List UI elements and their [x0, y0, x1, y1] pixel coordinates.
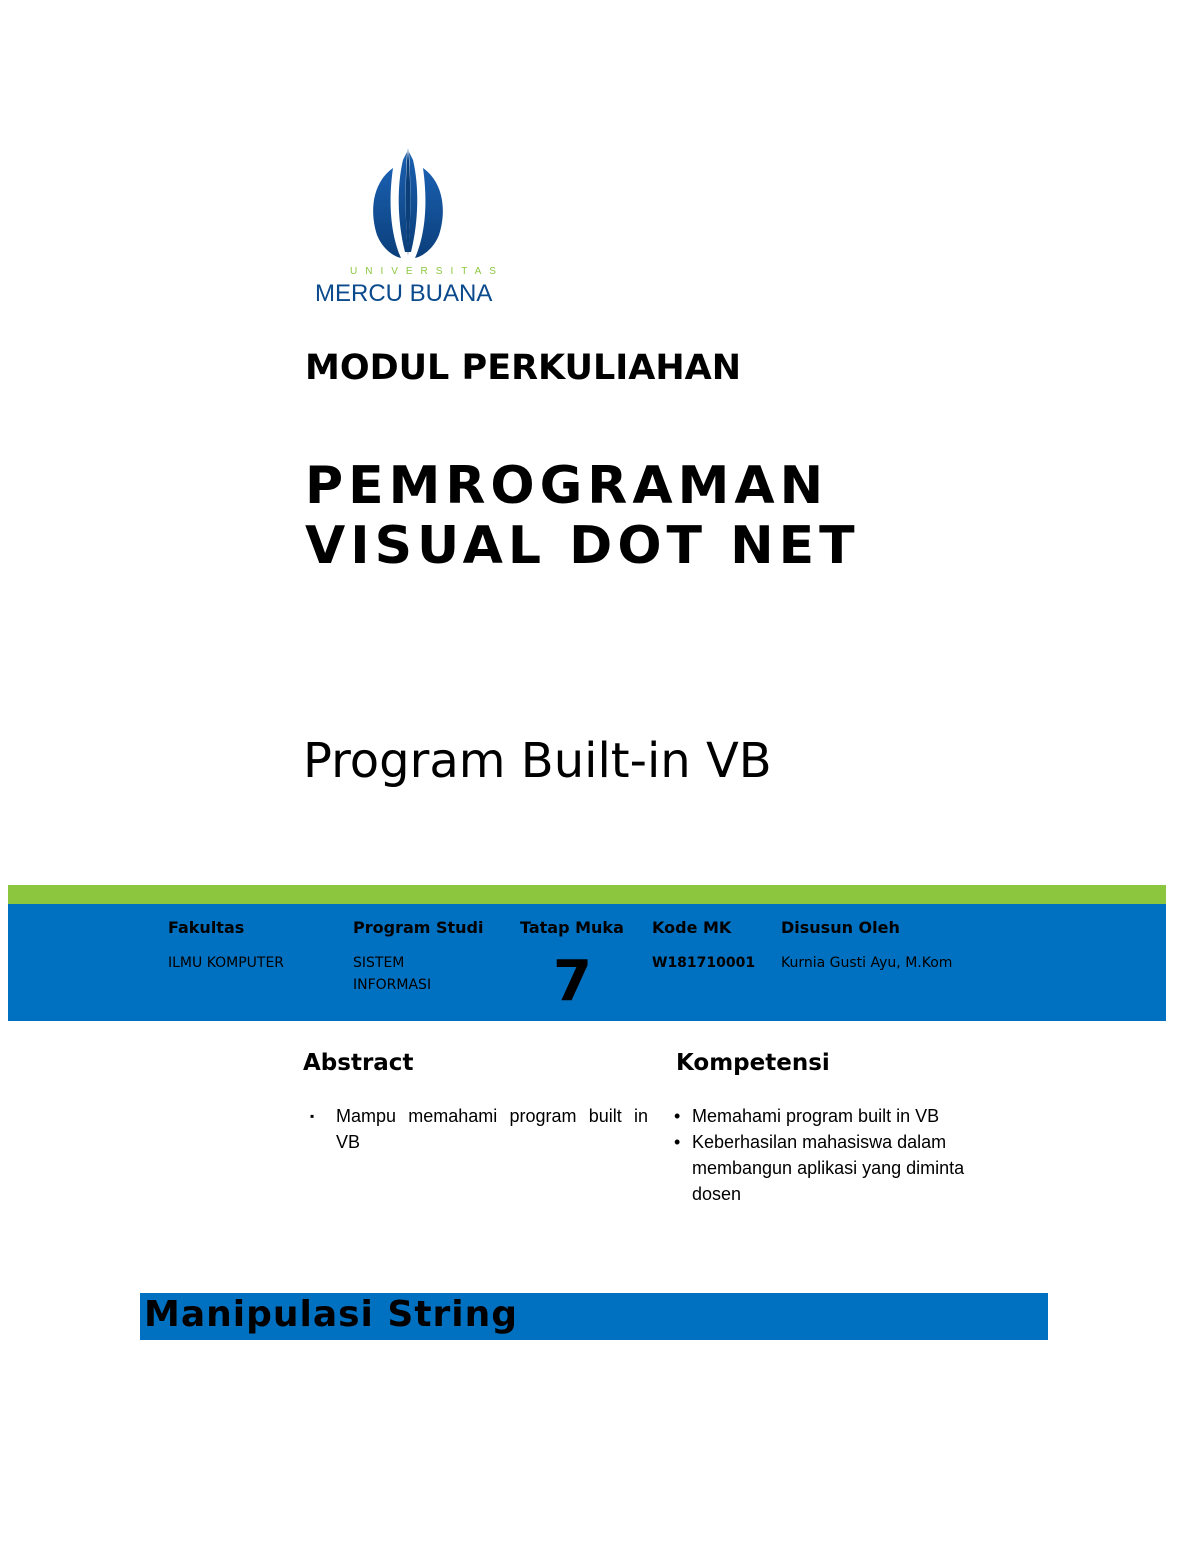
disusun-oleh-label: Disusun Oleh	[781, 918, 900, 937]
section-heading: Manipulasi String	[144, 1294, 519, 1335]
abstract-list	[308, 1103, 648, 1155]
kompetensi-item-text: Memahami program built in VB	[692, 1106, 940, 1126]
program-studi-label: Program Studi	[353, 918, 484, 937]
kode-mk-value: W181710001	[652, 955, 756, 971]
tatap-muka-label: Tatap Muka	[520, 918, 624, 937]
fakultas-value: ILMU KOMPUTER	[168, 955, 285, 971]
green-divider-bar	[8, 885, 1166, 904]
course-title-line2: VISUAL DOT NET	[305, 516, 860, 576]
logo-universitas-text: UNIVERSITAS	[350, 266, 504, 277]
flame-emblem-icon	[305, 140, 515, 265]
topic-title: Program Built-in VB	[303, 733, 772, 789]
program-studi-value	[353, 952, 431, 996]
abstract-item-text: Mampu memahami program built in VB	[336, 1106, 648, 1152]
course-title-line1: PEMROGRAMAN	[305, 456, 829, 516]
tatap-muka-value: 7	[553, 949, 592, 1014]
round-bullet-icon: •	[674, 1132, 681, 1152]
logo-brand-text: MERCU BUANA	[315, 280, 493, 307]
program-studi-value-line2: INFORMASI	[353, 977, 432, 993]
list-item	[308, 1103, 648, 1155]
kompetensi-list	[674, 1103, 1014, 1207]
round-bullet-icon: •	[674, 1106, 681, 1126]
list-item	[674, 1103, 1014, 1129]
section-heading-banner	[140, 1293, 1048, 1340]
kompetensi-item-text: Keberhasilan mahasiswa dalam membangun aplikasi yang diminta dosen	[692, 1132, 965, 1204]
list-item	[674, 1129, 1014, 1207]
fakultas-label: Fakultas	[168, 918, 245, 937]
university-logo	[305, 140, 515, 310]
disusun-oleh-value: Kurnia Gusti Ayu, M.Kom	[781, 955, 953, 971]
program-studi-value-line1: SISTEM	[353, 955, 405, 971]
kompetensi-heading: Kompetensi	[676, 1050, 830, 1076]
abstract-heading: Abstract	[303, 1050, 414, 1076]
kode-mk-label: Kode MK	[652, 918, 732, 937]
course-title	[305, 456, 860, 576]
square-bullet-icon: ▪	[310, 1109, 315, 1123]
modul-label: MODUL PERKULIAHAN	[305, 348, 742, 388]
